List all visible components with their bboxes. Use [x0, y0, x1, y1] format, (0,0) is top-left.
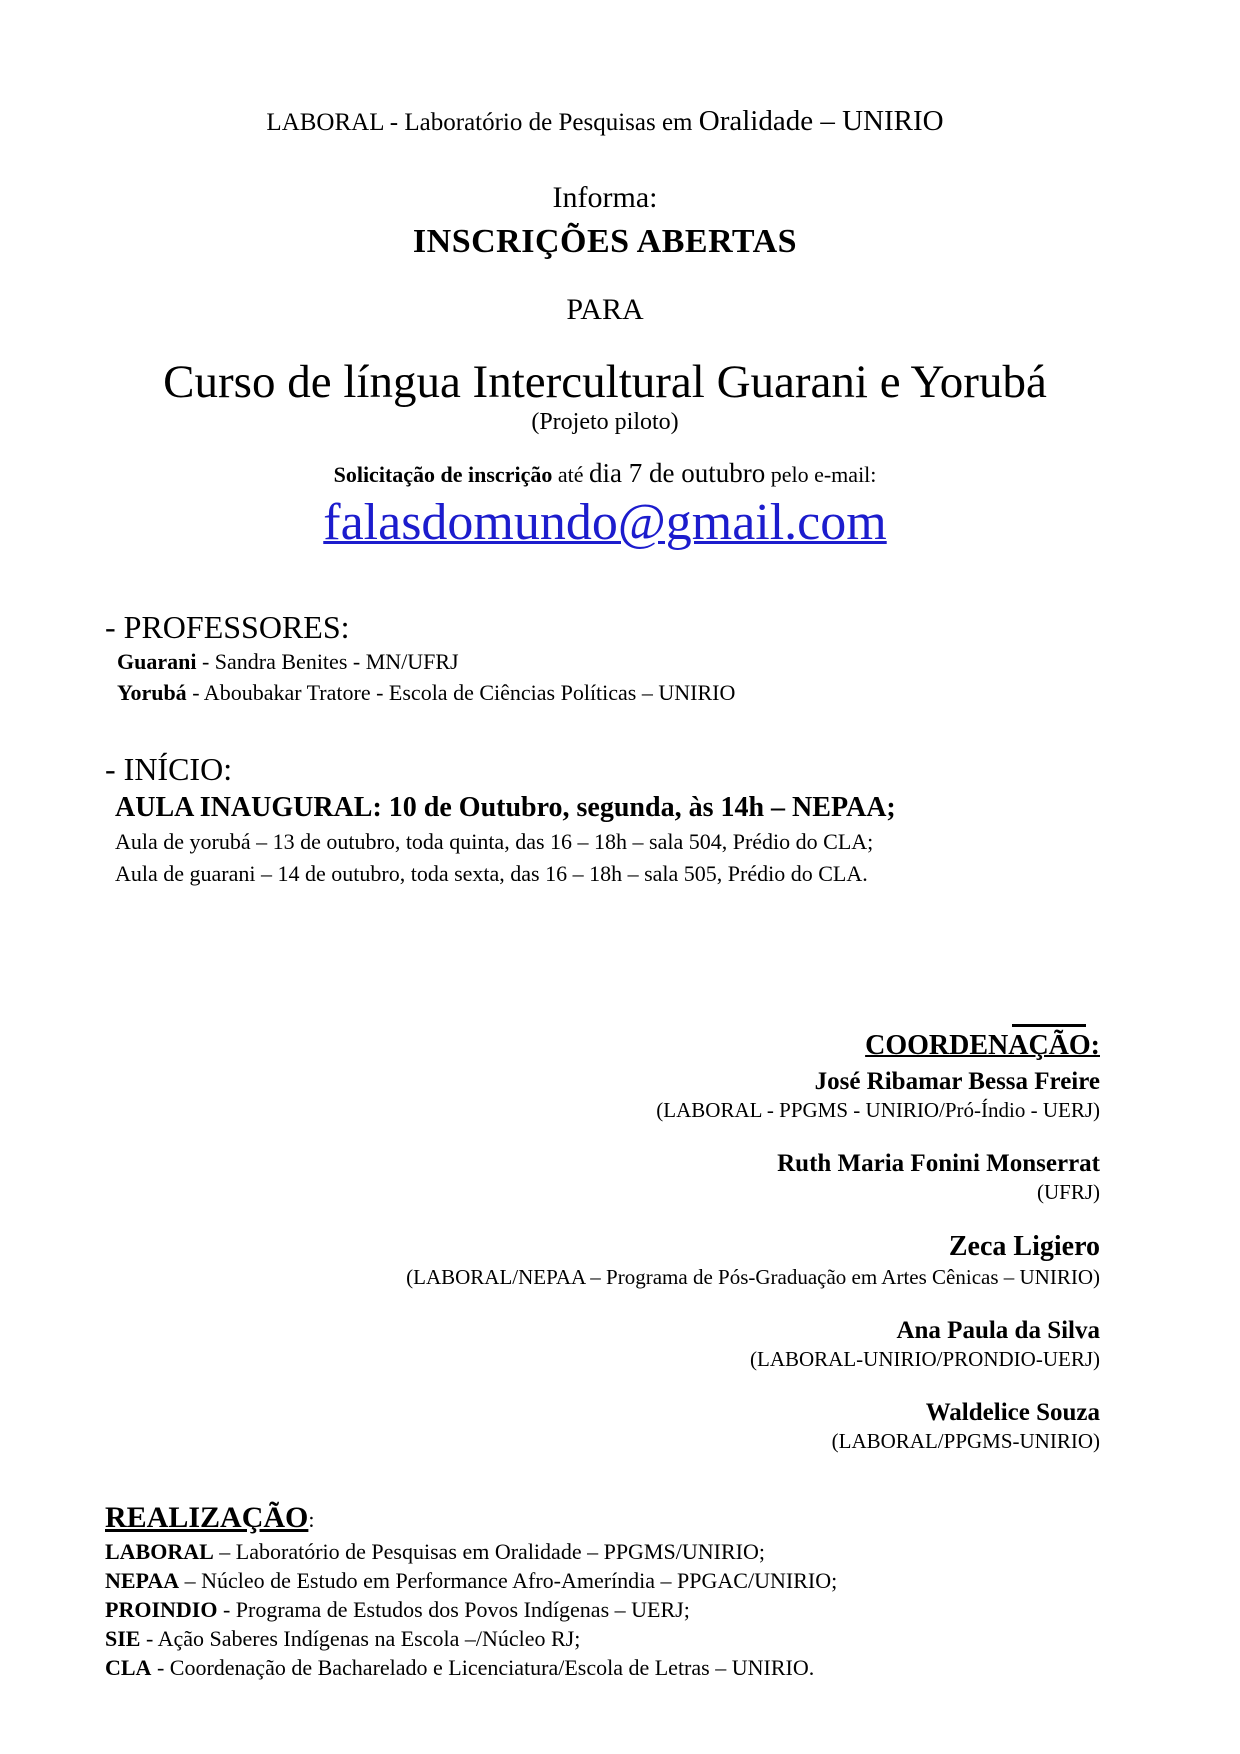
inscription-request-mid: até	[552, 462, 589, 487]
professor-item-yoruba	[117, 677, 1100, 708]
coordenacao-heading-wrap	[865, 1028, 1100, 1064]
member-affiliation: (LABORAL/NEPAA – Programa de Pós-Graduação em Artes Cênicas – UNIRIO)	[406, 1265, 1100, 1289]
coordenacao-member	[105, 1066, 1100, 1124]
professores-section	[105, 608, 1100, 708]
coordenacao-heading: COORDENAÇÃO:	[865, 1030, 1100, 1061]
inicio-section	[105, 750, 1100, 890]
inscription-request-line	[105, 458, 1105, 490]
course-subtitle: (Projeto piloto)	[531, 409, 679, 435]
aula-guarani-line: Aula de guarani – 14 de outubro, toda sexta, das 16 – 18h – sala 505, Prédio do CLA.	[115, 861, 868, 886]
realizacao-description: – Laboratório de Pesquisas em Oralidade – PPGMS/UNIRIO;	[213, 1539, 765, 1564]
inscriptions-open-heading: INSCRIÇÕES ABERTAS	[412, 223, 798, 260]
organization-header	[105, 104, 1105, 140]
coordenacao-member	[105, 1148, 1100, 1206]
realizacao-acronym: CLA	[105, 1655, 152, 1680]
para-label: PARA	[566, 293, 644, 326]
aula-inaugural-line: AULA INAUGURAL: 10 de Outubro, segunda, às 14h – NEPAA;	[115, 792, 896, 823]
realizacao-heading: REALIZAÇÃO	[105, 1501, 309, 1534]
coordenacao-member	[105, 1315, 1100, 1373]
coordenacao-member	[105, 1397, 1100, 1455]
professores-heading: - PROFESSORES:	[105, 609, 350, 645]
member-name: José Ribamar Bessa Freire	[814, 1068, 1100, 1095]
inscription-deadline: dia 7 de outubro	[589, 458, 766, 488]
realizacao-heading-line	[105, 1499, 1100, 1537]
realizacao-acronym: PROINDIO	[105, 1597, 218, 1622]
realizacao-item-laboral	[105, 1537, 1100, 1566]
professor-details: - Sandra Benites - MN/UFRJ	[196, 649, 459, 674]
member-affiliation: (UFRJ)	[1036, 1180, 1100, 1204]
realizacao-description: – Núcleo de Estudo em Performance Afro-Ameríndia – PPGAC/UNIRIO;	[179, 1568, 838, 1593]
coordenacao-section	[105, 1028, 1100, 1455]
professor-details: - Aboubakar Tratore - Escola de Ciências Políticas – UNIRIO	[186, 680, 736, 705]
realizacao-item-nepaa	[105, 1566, 1100, 1595]
realizacao-item-proindio	[105, 1595, 1100, 1624]
email-link[interactable]: falasdomundo@gmail.com	[323, 494, 887, 551]
professor-language-label: Yorubá	[117, 680, 187, 705]
realizacao-item-sie	[105, 1624, 1100, 1653]
realizacao-description: - Coordenação de Bacharelado e Licenciatura/Escola de Letras – UNIRIO.	[151, 1655, 815, 1680]
realizacao-acronym: LABORAL	[105, 1539, 214, 1564]
email-line	[105, 494, 1105, 552]
informa-label: Informa:	[552, 181, 658, 214]
member-name: Zeca Ligiero	[948, 1231, 1100, 1262]
member-name: Ana Paula da Silva	[896, 1317, 1100, 1344]
inscription-request-bold: Solicitação de inscrição	[333, 462, 553, 487]
member-affiliation: (LABORAL-UNIRIO/PRONDIO-UERJ)	[750, 1347, 1100, 1371]
realizacao-acronym: NEPAA	[105, 1568, 180, 1593]
coordenacao-member	[105, 1230, 1100, 1291]
inicio-heading: - INÍCIO:	[105, 751, 233, 787]
professor-language-label: Guarani	[117, 649, 197, 674]
realizacao-description: - Ação Saberes Indígenas na Escola –/Núcleo RJ;	[140, 1626, 581, 1651]
realizacao-item-cla	[105, 1653, 1100, 1682]
member-affiliation: (LABORAL - PPGMS - UNIRIO/Pró-Índio - UERJ)	[656, 1098, 1100, 1122]
organization-name-small: LABORAL - Laboratório de Pesquisas em	[266, 109, 699, 136]
realizacao-section	[105, 1499, 1100, 1682]
organization-name-large: Oralidade – UNIRIO	[698, 105, 944, 137]
member-name: Waldelice Souza	[925, 1399, 1100, 1426]
aula-yoruba-line: Aula de yorubá – 13 de outubro, toda quinta, das 16 – 18h – sala 504, Prédio do CLA;	[115, 829, 874, 854]
realizacao-acronym: SIE	[105, 1626, 141, 1651]
course-title: Curso de língua Intercultural Guarani e Yorubá	[163, 356, 1047, 408]
member-affiliation: (LABORAL/PPGMS-UNIRIO)	[831, 1429, 1100, 1453]
realizacao-description: - Programa de Estudos dos Povos Indígenas – UERJ;	[217, 1597, 690, 1622]
inscription-request-tail: pelo e-mail:	[765, 462, 877, 487]
member-name: Ruth Maria Fonini Monserrat	[777, 1150, 1100, 1177]
realizacao-colon: :	[308, 1507, 315, 1532]
top-centered-block	[105, 104, 1105, 552]
overline-artifact	[1012, 1024, 1086, 1027]
professor-item-guarani	[117, 646, 1100, 677]
